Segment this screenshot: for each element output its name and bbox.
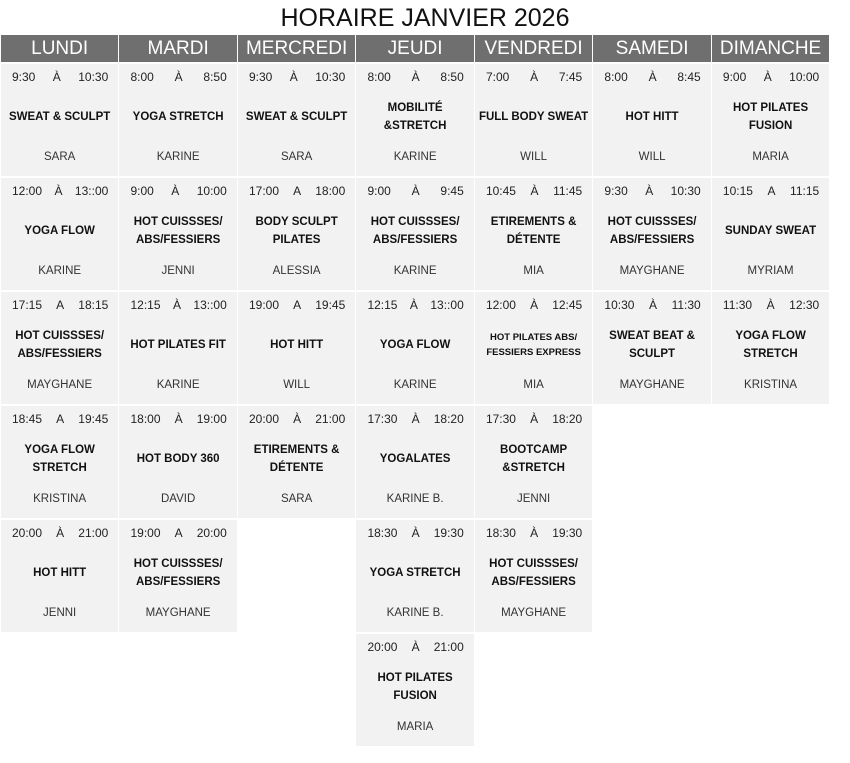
time-separator: A	[293, 184, 302, 198]
start-time: 8:00	[604, 70, 628, 84]
class-cell	[238, 178, 355, 290]
end-time: 13::00	[74, 184, 109, 198]
class-time	[475, 526, 592, 544]
class-time	[356, 184, 473, 202]
class-cell	[356, 292, 473, 404]
time-separator: À	[293, 412, 302, 426]
class-time	[238, 70, 355, 88]
class-time	[1, 298, 118, 316]
class-time	[238, 412, 355, 430]
end-time: 21:00	[315, 412, 346, 426]
end-time: 13::00	[193, 298, 227, 312]
day-header: MARDI	[119, 35, 236, 62]
class-time	[119, 412, 236, 430]
class-cell	[356, 634, 473, 746]
class-name: YOGA FLOW	[24, 225, 95, 237]
instructor: MARIA	[752, 151, 789, 163]
class-time	[712, 298, 829, 316]
time-separator: À	[411, 70, 420, 84]
end-time: 8:50	[440, 70, 464, 84]
time-separator: À	[56, 526, 65, 540]
end-time: 10:30	[78, 70, 109, 84]
time-separator: À	[530, 412, 539, 426]
class-name: YOGA FLOW	[379, 339, 451, 351]
end-time: 21:00	[433, 640, 464, 654]
time-separator: À	[172, 298, 181, 312]
class-time	[356, 640, 473, 658]
class-name: HOT CUISSSES/ ABS/FESSIERS	[607, 216, 697, 246]
class-name: HOT CUISSSES/ ABS/FESSIERS	[133, 216, 223, 246]
start-time: 17:15	[12, 298, 43, 312]
instructor: SARA	[280, 493, 313, 505]
start-time: 10:45	[485, 184, 516, 198]
start-time: 10:30	[604, 298, 635, 312]
class-name: HOT CUISSSES/ ABS/FESSIERS	[133, 558, 223, 588]
class-time	[1, 184, 118, 202]
class-time	[475, 70, 592, 88]
class-cell	[1, 406, 118, 518]
class-time	[712, 184, 829, 202]
time-separator: À	[763, 70, 772, 84]
class-name: BOOTCAMP &STRETCH	[500, 444, 568, 474]
end-time: 10:00	[196, 184, 227, 198]
class-cell	[593, 178, 710, 290]
class-time	[238, 184, 355, 202]
page-title: HORAIRE JANVIER 2026	[280, 4, 570, 32]
class-name: SWEAT & SCULPT	[245, 111, 348, 123]
instructor: MARIA	[396, 721, 434, 733]
day-header: JEUDI	[356, 35, 473, 62]
start-time: 9:00	[722, 70, 747, 84]
time-separator: A	[174, 526, 183, 540]
class-cell	[356, 520, 473, 632]
class-time	[475, 412, 592, 430]
time-separator: À	[409, 298, 418, 312]
class-name: HOT PILATES FUSION	[732, 102, 809, 132]
class-cell	[1, 178, 118, 290]
class-cell	[356, 406, 473, 518]
end-time: 8:45	[677, 70, 701, 84]
instructor: ALESSIA	[272, 265, 321, 277]
class-name: SWEAT BEAT & SCULPT	[609, 330, 695, 360]
instructor: KARINE	[156, 379, 200, 391]
class-name: HOT PILATES FIT	[130, 339, 226, 351]
end-time: 18:00	[315, 184, 346, 198]
instructor: SARA	[43, 151, 76, 163]
class-name: YOGA FLOW STRETCH	[735, 330, 806, 360]
day-column-mardi	[119, 35, 236, 748]
instructor: WILL	[638, 151, 666, 163]
instructor: MAYGHANE	[145, 607, 211, 619]
class-cell	[475, 406, 592, 518]
class-cell	[119, 292, 236, 404]
class-name: HOT PILATES FUSION	[377, 672, 453, 702]
end-time: 20:00	[196, 526, 227, 540]
end-time: 12:45	[552, 298, 583, 312]
class-name: SWEAT & SCULPT	[8, 111, 111, 123]
class-cell	[238, 406, 355, 518]
class-name: HOT HITT	[625, 111, 679, 123]
class-cell	[593, 64, 710, 176]
start-time: 8:00	[367, 70, 391, 84]
end-time: 12:30	[789, 298, 820, 312]
class-name: HOT HITT	[33, 567, 87, 579]
time-separator: À	[649, 298, 658, 312]
time-separator: A	[56, 298, 65, 312]
class-name: HOT HITT	[270, 339, 324, 351]
end-time: 19:30	[552, 526, 583, 540]
time-separator: À	[645, 184, 654, 198]
start-time: 18:00	[130, 412, 161, 426]
start-time: 19:00	[248, 298, 279, 312]
start-time: 17:30	[485, 412, 516, 426]
instructor: KRISTINA	[33, 493, 87, 505]
day-header: SAMEDI	[593, 35, 710, 62]
start-time: 9:00	[367, 184, 391, 198]
time-separator: À	[54, 184, 63, 198]
start-time: 20:00	[367, 640, 398, 654]
class-time	[356, 412, 473, 430]
class-name: HOT CUISSSES/ ABS/FESSIERS	[489, 558, 578, 588]
class-name: SUNDAY SWEAT	[724, 225, 817, 237]
end-time: 10:30	[315, 70, 346, 84]
instructor: MIA	[523, 379, 544, 391]
class-cell	[712, 178, 829, 290]
class-cell	[119, 520, 236, 632]
class-cell	[1, 292, 118, 404]
time-separator: À	[766, 298, 775, 312]
class-time	[119, 526, 236, 544]
class-name: YOGA FLOW STRETCH	[24, 444, 95, 474]
class-name: YOGA STRETCH	[132, 111, 224, 123]
start-time: 9:30	[604, 184, 628, 198]
class-name: ETIREMENTS & DÉTENTE	[253, 444, 340, 474]
start-time: 12:00	[485, 298, 516, 312]
class-cell	[475, 64, 592, 176]
instructor: DAVID	[160, 493, 196, 505]
instructor: SARA	[280, 151, 313, 163]
instructor: MAYGHANE	[619, 265, 685, 277]
class-cell	[593, 292, 710, 404]
start-time: 9:30	[12, 70, 36, 84]
time-separator: À	[530, 184, 539, 198]
class-time	[119, 184, 236, 202]
day-column-mercredi	[238, 35, 355, 748]
start-time: 19:00	[130, 526, 161, 540]
class-name: HOT CUISSSES/ ABS/FESSIERS	[370, 216, 460, 246]
start-time: 9:00	[130, 184, 154, 198]
end-time: 18:15	[78, 298, 109, 312]
class-name: HOT BODY 360	[136, 453, 220, 465]
end-time: 10:30	[670, 184, 701, 198]
class-name: YOGA STRETCH	[369, 567, 461, 579]
class-cell	[238, 292, 355, 404]
day-column-lundi	[1, 35, 118, 748]
time-separator: À	[411, 184, 420, 198]
end-time: 11:30	[671, 298, 701, 312]
start-time: 17:00	[248, 184, 279, 198]
instructor: JENNI	[161, 265, 195, 277]
day-column-dimanche	[712, 35, 829, 748]
time-separator: À	[171, 184, 180, 198]
instructor: KARINE	[393, 265, 437, 277]
instructor: MAYGHANE	[501, 607, 567, 619]
day-column-vendredi	[475, 35, 592, 748]
schedule-grid	[1, 35, 849, 748]
start-time: 12:15	[367, 298, 398, 312]
class-time	[119, 70, 236, 88]
class-cell	[712, 64, 829, 176]
day-column-jeudi	[356, 35, 473, 748]
class-time	[119, 298, 236, 316]
end-time: 11:15	[790, 184, 820, 198]
end-time: 8:50	[203, 70, 227, 84]
end-time: 19:45	[315, 298, 346, 312]
instructor: KARINE	[156, 151, 200, 163]
time-separator: À	[530, 298, 539, 312]
instructor: KRISTINA	[744, 379, 798, 391]
class-time	[1, 412, 118, 430]
class-cell	[119, 178, 236, 290]
day-header: VENDREDI	[475, 35, 592, 62]
class-time	[712, 70, 829, 88]
end-time: 18:20	[552, 412, 583, 426]
class-time	[1, 70, 118, 88]
class-name: FULL BODY SWEAT	[478, 111, 589, 123]
start-time: 8:00	[130, 70, 154, 84]
class-name: HOT PILATES ABS/ FESSIERS EXPRESS	[486, 332, 581, 358]
class-cell	[238, 64, 355, 176]
day-header: LUNDI	[1, 35, 118, 62]
time-separator: À	[411, 526, 420, 540]
start-time: 20:00	[248, 412, 279, 426]
time-separator: À	[174, 70, 183, 84]
class-name: BODY SCULPT PILATES	[255, 216, 338, 246]
class-cell	[475, 178, 592, 290]
end-time: 19:45	[78, 412, 109, 426]
class-cell	[475, 292, 592, 404]
end-time: 11:45	[553, 184, 583, 198]
start-time: 9:30	[248, 70, 273, 84]
start-time: 12:00	[12, 184, 43, 198]
instructor: KARINE	[393, 379, 437, 391]
instructor: JENNI	[516, 493, 551, 505]
end-time: 13::00	[430, 298, 464, 312]
class-time	[1, 526, 118, 544]
time-separator: A	[293, 298, 302, 312]
day-column-samedi	[593, 35, 710, 748]
instructor: KARINE B.	[386, 607, 444, 619]
time-separator: A	[56, 412, 65, 426]
class-time	[356, 298, 473, 316]
instructor: KARINE	[393, 151, 437, 163]
end-time: 9:45	[440, 184, 464, 198]
day-header: MERCREDI	[238, 35, 355, 62]
start-time: 18:30	[367, 526, 398, 540]
instructor: MIA	[523, 265, 544, 277]
time-separator: À	[530, 526, 539, 540]
end-time: 18:20	[433, 412, 464, 426]
day-header: DIMANCHE	[712, 35, 829, 62]
class-name: HOT CUISSSES/ ABS/FESSIERS	[15, 330, 105, 360]
class-cell	[356, 178, 473, 290]
start-time: 18:45	[12, 412, 43, 426]
time-separator: À	[174, 412, 183, 426]
time-separator: À	[530, 70, 539, 84]
end-time: 10:00	[789, 70, 820, 84]
class-name: ETIREMENTS & DÉTENTE	[490, 216, 577, 246]
class-time	[593, 184, 710, 202]
class-time	[475, 184, 592, 202]
class-time	[238, 298, 355, 316]
class-time	[593, 70, 710, 88]
time-separator: À	[52, 70, 61, 84]
end-time: 19:00	[196, 412, 227, 426]
time-separator: A	[767, 184, 776, 198]
class-time	[356, 70, 473, 88]
end-time: 7:45	[558, 70, 583, 84]
instructor: WILL	[283, 379, 311, 391]
instructor: KARINE B.	[386, 493, 444, 505]
start-time: 12:15	[130, 298, 161, 312]
start-time: 17:30	[367, 412, 398, 426]
end-time: 21:00	[78, 526, 109, 540]
start-time: 10:15	[722, 184, 753, 198]
class-cell	[1, 64, 118, 176]
class-time	[593, 298, 710, 316]
end-time: 19:30	[433, 526, 464, 540]
class-name: MOBILITÉ &STRETCH	[383, 102, 447, 132]
class-cell	[119, 406, 236, 518]
instructor: KARINE	[38, 265, 82, 277]
class-cell	[1, 520, 118, 632]
time-separator: À	[411, 640, 420, 654]
instructor: MAYGHANE	[619, 379, 685, 391]
class-time	[475, 298, 592, 316]
time-separator: À	[289, 70, 298, 84]
class-time	[356, 526, 473, 544]
instructor: MYRIAM	[747, 265, 794, 277]
start-time: 7:00	[485, 70, 510, 84]
class-name: YOGALATES	[379, 453, 451, 465]
start-time: 18:30	[485, 526, 516, 540]
start-time: 11:30	[722, 298, 753, 312]
class-cell	[119, 64, 236, 176]
class-cell	[712, 292, 829, 404]
class-cell	[356, 64, 473, 176]
start-time: 20:00	[12, 526, 43, 540]
instructor: JENNI	[43, 607, 77, 619]
instructor: WILL	[520, 151, 547, 163]
time-separator: À	[411, 412, 420, 426]
time-separator: À	[648, 70, 657, 84]
instructor: MAYGHANE	[27, 379, 93, 391]
class-cell	[475, 520, 592, 632]
